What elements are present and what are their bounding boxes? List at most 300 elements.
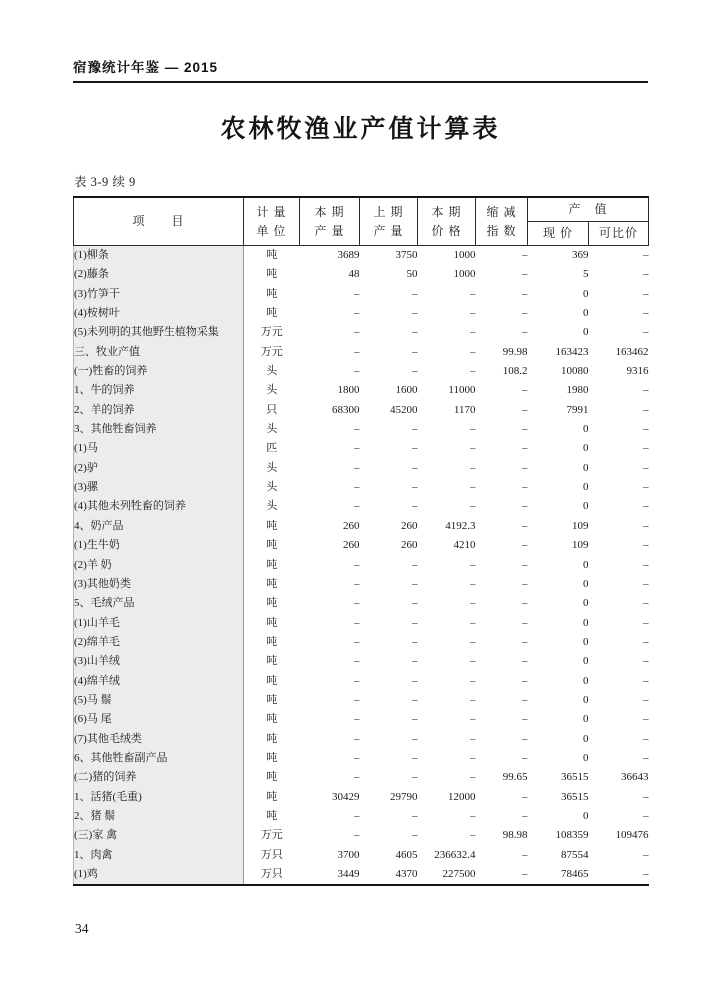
item-cell: (2)绵羊毛 <box>74 633 244 652</box>
deflator-index-cell: – <box>522 693 528 706</box>
deflator-index-cell: – <box>522 848 528 861</box>
item-cell: (4)桉树叶 <box>74 304 244 323</box>
current-value-cell: 108359 <box>555 829 589 842</box>
current-output-cell: 260 <box>343 539 360 552</box>
previous-output-cell: 260 <box>401 519 418 532</box>
item-cell: 1、活猪(毛重) <box>74 788 244 807</box>
table-row <box>74 672 649 691</box>
table-row <box>74 497 649 516</box>
item-cell: (二)猪的饲养 <box>74 768 244 787</box>
deflator-index-cell: – <box>522 790 528 803</box>
previous-output-cell: 29790 <box>390 790 418 803</box>
unit-cell: 万元 <box>260 326 283 339</box>
col-header-deflator-index <box>476 197 528 246</box>
table-row <box>74 517 649 536</box>
table-row <box>74 381 649 400</box>
comparable-value-cell: – <box>643 577 649 590</box>
table-row <box>74 439 649 458</box>
col-header-unit-line2: 单 位 <box>256 223 287 238</box>
table-row <box>74 575 649 594</box>
current-output-cell: 1800 <box>337 384 360 397</box>
unit-cell: 吨 <box>266 519 278 532</box>
previous-output-cell: – <box>412 829 418 842</box>
col-header-item <box>74 197 244 246</box>
page-number: 34 <box>75 921 89 936</box>
deflator-index-cell: – <box>522 539 528 552</box>
item-cell: (3)竹笋干 <box>74 285 244 304</box>
current-price-cell: 4192.3 <box>445 519 476 532</box>
unit-cell: 吨 <box>266 558 278 571</box>
previous-output-cell: – <box>412 461 418 474</box>
current-price-cell: – <box>470 423 476 436</box>
previous-output-cell: – <box>412 693 418 706</box>
comparable-value-cell: – <box>643 500 649 513</box>
current-value-cell: 0 <box>583 597 589 610</box>
table-row <box>74 343 649 362</box>
previous-output-cell: – <box>412 287 418 300</box>
unit-cell: 头 <box>266 500 278 513</box>
deflator-index-cell: – <box>522 442 528 455</box>
comparable-value-cell: – <box>643 809 649 822</box>
current-output-cell: – <box>354 771 360 784</box>
previous-output-cell: – <box>412 751 418 764</box>
current-value-cell: 109 <box>572 539 589 552</box>
deflator-index-cell: – <box>522 500 528 513</box>
table-row <box>74 768 649 787</box>
current-value-cell: 7991 <box>566 403 589 416</box>
current-output-cell: – <box>354 674 360 687</box>
unit-cell: 吨 <box>266 597 278 610</box>
table-row <box>74 246 649 266</box>
current-price-cell: – <box>470 307 476 320</box>
previous-output-cell: 4605 <box>395 848 418 861</box>
current-value-cell: 5 <box>583 268 589 281</box>
item-cell: (1)马 <box>74 439 244 458</box>
comparable-value-cell: – <box>643 442 649 455</box>
current-price-cell: – <box>470 655 476 668</box>
previous-output-cell: – <box>412 365 418 378</box>
current-price-cell: – <box>470 693 476 706</box>
current-output-cell: – <box>354 829 360 842</box>
comparable-value-cell: – <box>643 558 649 571</box>
current-value-cell: 36515 <box>561 790 589 803</box>
unit-cell: 万只 <box>260 848 283 861</box>
item-cell: (2)驴 <box>74 459 244 478</box>
current-price-cell: – <box>470 597 476 610</box>
previous-output-cell: – <box>412 558 418 571</box>
previous-output-cell: – <box>412 635 418 648</box>
current-price-cell: – <box>470 713 476 726</box>
unit-cell: 吨 <box>266 577 278 590</box>
table-number-note: 表 3-9 续 9 <box>74 175 136 189</box>
current-price-cell: – <box>470 500 476 513</box>
deflator-index-cell: – <box>522 384 528 397</box>
item-cell: (三)家 禽 <box>74 826 244 845</box>
table-row <box>74 846 649 865</box>
deflator-index-cell: – <box>522 655 528 668</box>
current-output-cell: – <box>354 423 360 436</box>
table-row <box>74 536 649 555</box>
table-row <box>74 788 649 807</box>
comparable-value-cell: – <box>643 539 649 552</box>
deflator-index-cell: – <box>522 481 528 494</box>
previous-output-cell: – <box>412 597 418 610</box>
current-value-cell: 0 <box>583 423 589 436</box>
col-header-previous-output-line1: 上 期 <box>373 204 404 219</box>
current-price-cell: 12000 <box>448 790 476 803</box>
current-price-cell: – <box>470 635 476 648</box>
current-price-cell: – <box>470 616 476 629</box>
item-cell: (1)山羊毛 <box>74 614 244 633</box>
comparable-value-cell: – <box>643 403 649 416</box>
item-cell: 4、奶产品 <box>74 517 244 536</box>
item-cell: 1、肉禽 <box>74 846 244 865</box>
col-header-comparable-value-label: 可比价 <box>599 226 639 241</box>
unit-cell: 吨 <box>266 771 278 784</box>
col-header-unit-line1: 计 量 <box>256 204 287 219</box>
previous-output-cell: – <box>412 481 418 494</box>
table-row <box>74 265 649 284</box>
item-cell: 1、牛的饲养 <box>74 381 244 400</box>
current-price-cell: – <box>470 442 476 455</box>
comparable-value-cell: – <box>643 616 649 629</box>
current-price-cell: – <box>470 287 476 300</box>
unit-cell: 吨 <box>266 655 278 668</box>
table-row <box>74 556 649 575</box>
previous-output-cell: – <box>412 713 418 726</box>
col-header-current-output-line1: 本 期 <box>314 204 345 219</box>
output-value-table <box>73 196 649 886</box>
current-price-cell: – <box>470 345 476 358</box>
current-output-cell: – <box>354 751 360 764</box>
col-header-item-label: 项 目 <box>132 214 185 229</box>
unit-cell: 吨 <box>266 249 278 261</box>
item-cell: (1)生牛奶 <box>74 536 244 555</box>
current-value-cell: 0 <box>583 287 589 300</box>
comparable-value-cell: 163462 <box>615 345 649 358</box>
comparable-value-cell: 9316 <box>626 365 649 378</box>
item-cell: 6、其他牲畜副产品 <box>74 749 244 768</box>
col-header-previous-output-line2: 产 量 <box>373 223 404 238</box>
current-value-cell: 10080 <box>561 365 589 378</box>
deflator-index-cell: – <box>522 326 528 339</box>
table-row <box>74 304 649 323</box>
unit-cell: 吨 <box>266 307 278 320</box>
previous-output-cell: – <box>412 771 418 784</box>
current-value-cell: 0 <box>583 307 589 320</box>
item-cell: (3)骡 <box>74 478 244 497</box>
current-output-cell: 3700 <box>337 848 360 861</box>
col-header-current-value <box>528 222 589 246</box>
col-header-unit <box>244 197 300 246</box>
current-output-cell: – <box>354 577 360 590</box>
col-header-current-price <box>418 197 476 246</box>
previous-output-cell: 45200 <box>390 403 418 416</box>
current-output-cell: 68300 <box>332 403 360 416</box>
comparable-value-cell: 36643 <box>621 771 649 784</box>
running-head: 宿豫统计年鉴 — 2015 <box>73 56 648 83</box>
deflator-index-cell: – <box>522 461 528 474</box>
deflator-index-cell: 98.98 <box>502 829 528 842</box>
unit-cell: 吨 <box>266 713 278 726</box>
current-output-cell: – <box>354 326 360 339</box>
comparable-value-cell: – <box>643 751 649 764</box>
table-row <box>74 420 649 439</box>
previous-output-cell: – <box>412 423 418 436</box>
col-header-output-value-label: 产 值 <box>568 202 608 217</box>
table-row <box>74 633 649 652</box>
deflator-index-cell: – <box>522 423 528 436</box>
deflator-index-cell: – <box>522 287 528 300</box>
deflator-index-cell: – <box>522 809 528 822</box>
table-row <box>74 710 649 729</box>
unit-cell: 头 <box>266 481 278 494</box>
previous-output-cell: – <box>412 732 418 745</box>
current-output-cell: – <box>354 732 360 745</box>
item-cell: 3、其他牲畜饲养 <box>74 420 244 439</box>
current-output-cell: – <box>354 713 360 726</box>
current-price-cell: – <box>470 751 476 764</box>
current-value-cell: 0 <box>583 577 589 590</box>
current-value-cell: 0 <box>583 616 589 629</box>
comparable-value-cell: – <box>643 307 649 320</box>
current-price-cell: – <box>470 771 476 784</box>
col-header-current-output-line2: 产 量 <box>314 223 345 238</box>
comparable-value-cell: – <box>643 732 649 745</box>
previous-output-cell: – <box>412 307 418 320</box>
previous-output-cell: – <box>412 500 418 513</box>
deflator-index-cell: – <box>522 268 528 281</box>
previous-output-cell: 50 <box>406 268 418 281</box>
item-cell: (2)羊 奶 <box>74 556 244 575</box>
current-value-cell: 0 <box>583 751 589 764</box>
current-output-cell: – <box>354 345 360 358</box>
current-value-cell: 0 <box>583 326 589 339</box>
comparable-value-cell: – <box>643 249 649 261</box>
comparable-value-cell: – <box>643 674 649 687</box>
comparable-value-cell: – <box>643 481 649 494</box>
table-row <box>74 807 649 826</box>
item-cell: (1)鸡 <box>74 865 244 885</box>
current-output-cell: – <box>354 500 360 513</box>
current-price-cell: – <box>470 365 476 378</box>
comparable-value-cell: – <box>643 713 649 726</box>
item-cell: 2、羊的饲养 <box>74 401 244 420</box>
deflator-index-cell: – <box>522 635 528 648</box>
item-cell: 三、牧业产值 <box>74 343 244 362</box>
comparable-value-cell: – <box>643 461 649 474</box>
unit-cell: 万只 <box>260 868 283 880</box>
current-value-cell: 0 <box>583 558 589 571</box>
current-price-cell: – <box>470 809 476 822</box>
table-row <box>74 865 649 885</box>
deflator-index-cell: 99.98 <box>502 345 528 358</box>
col-header-previous-output <box>360 197 418 246</box>
item-cell: (7)其他毛绒类 <box>74 730 244 749</box>
current-value-cell: 0 <box>583 674 589 687</box>
deflator-index-cell: – <box>522 558 528 571</box>
current-price-cell: 4210 <box>453 539 476 552</box>
table-row <box>74 285 649 304</box>
current-value-cell: 0 <box>583 732 589 745</box>
current-value-cell: 0 <box>583 500 589 513</box>
current-value-cell: 163423 <box>555 345 589 358</box>
comparable-value-cell: – <box>643 635 649 648</box>
table-row <box>74 691 649 710</box>
current-value-cell: 0 <box>583 655 589 668</box>
current-output-cell: – <box>354 558 360 571</box>
current-value-cell: 0 <box>583 461 589 474</box>
current-output-cell: – <box>354 442 360 455</box>
current-output-cell: – <box>354 287 360 300</box>
table-row <box>74 594 649 613</box>
item-cell: (5)马 鬃 <box>74 691 244 710</box>
deflator-index-cell: 99.65 <box>502 771 528 784</box>
current-price-cell: 1000 <box>453 249 476 261</box>
unit-cell: 吨 <box>266 616 278 629</box>
unit-cell: 头 <box>266 365 278 378</box>
current-price-cell: – <box>470 461 476 474</box>
unit-cell: 头 <box>266 384 278 397</box>
item-cell: (5)未列明的其他野生植物采集 <box>74 323 244 342</box>
current-output-cell: – <box>354 693 360 706</box>
current-output-cell: – <box>354 365 360 378</box>
current-value-cell: 0 <box>583 713 589 726</box>
current-value-cell: 36515 <box>561 771 589 784</box>
comparable-value-cell: – <box>643 268 649 281</box>
previous-output-cell: – <box>412 809 418 822</box>
current-price-cell: 1000 <box>453 268 476 281</box>
current-value-cell: 0 <box>583 693 589 706</box>
current-price-cell: – <box>470 481 476 494</box>
col-header-deflator-line1: 缩 减 <box>486 204 517 219</box>
previous-output-cell: 4370 <box>395 868 418 880</box>
deflator-index-cell: – <box>522 868 528 880</box>
comparable-value-cell: – <box>643 868 649 880</box>
current-value-cell: 0 <box>583 481 589 494</box>
table-row <box>74 478 649 497</box>
comparable-value-cell: – <box>643 597 649 610</box>
unit-cell: 头 <box>266 461 278 474</box>
current-value-cell: 78465 <box>561 868 589 880</box>
current-price-cell: – <box>470 326 476 339</box>
deflator-index-cell: – <box>522 597 528 610</box>
unit-cell: 头 <box>266 423 278 436</box>
current-output-cell: – <box>354 655 360 668</box>
table-row <box>74 614 649 633</box>
unit-cell: 吨 <box>266 268 278 281</box>
deflator-index-cell: – <box>522 519 528 532</box>
current-price-cell: – <box>470 558 476 571</box>
item-cell: (3)其他奶类 <box>74 575 244 594</box>
previous-output-cell: – <box>412 577 418 590</box>
deflator-index-cell: – <box>522 713 528 726</box>
current-price-cell: – <box>470 732 476 745</box>
item-cell: (1)柳条 <box>74 246 244 266</box>
deflator-index-cell: – <box>522 577 528 590</box>
deflator-index-cell: – <box>522 674 528 687</box>
item-cell: (3)山羊绒 <box>74 652 244 671</box>
current-value-cell: 0 <box>583 442 589 455</box>
previous-output-cell: – <box>412 326 418 339</box>
col-header-comparable-value <box>589 222 649 246</box>
current-output-cell: 3689 <box>337 249 360 261</box>
table-row <box>74 652 649 671</box>
comparable-value-cell: – <box>643 326 649 339</box>
unit-cell: 万元 <box>260 345 283 358</box>
col-header-current-price-line1: 本 期 <box>431 204 462 219</box>
item-cell: 2、猪 鬃 <box>74 807 244 826</box>
col-header-current-value-label: 现 价 <box>542 226 573 241</box>
deflator-index-cell: – <box>522 307 528 320</box>
comparable-value-cell: – <box>643 848 649 861</box>
previous-output-cell: – <box>412 674 418 687</box>
item-cell: (6)马 尾 <box>74 710 244 729</box>
previous-output-cell: – <box>412 345 418 358</box>
table-row <box>74 323 649 342</box>
current-output-cell: 3449 <box>337 868 360 880</box>
current-price-cell: 227500 <box>442 868 476 880</box>
col-header-output-value-group <box>528 197 649 222</box>
current-output-cell: 48 <box>348 268 360 281</box>
current-output-cell: 30429 <box>332 790 360 803</box>
current-value-cell: 0 <box>583 809 589 822</box>
previous-output-cell: 3750 <box>395 249 418 261</box>
unit-cell: 吨 <box>266 539 278 552</box>
unit-cell: 吨 <box>266 732 278 745</box>
previous-output-cell: – <box>412 442 418 455</box>
current-price-cell: 1170 <box>453 403 476 416</box>
comparable-value-cell: – <box>643 287 649 300</box>
col-header-current-price-line2: 价 格 <box>431 223 462 238</box>
col-header-deflator-line2: 指 数 <box>486 223 517 238</box>
current-output-cell: – <box>354 481 360 494</box>
item-cell: (4)绵羊绒 <box>74 672 244 691</box>
unit-cell: 吨 <box>266 790 278 803</box>
deflator-index-cell: – <box>522 616 528 629</box>
unit-cell: 吨 <box>266 635 278 648</box>
item-cell: (2)藤条 <box>74 265 244 284</box>
col-header-current-output <box>300 197 360 246</box>
previous-output-cell: 1600 <box>395 384 418 397</box>
current-output-cell: – <box>354 809 360 822</box>
comparable-value-cell: – <box>643 384 649 397</box>
unit-cell: 吨 <box>266 693 278 706</box>
current-value-cell: 369 <box>572 249 589 261</box>
current-output-cell: – <box>354 616 360 629</box>
unit-cell: 匹 <box>266 442 278 455</box>
current-price-cell: – <box>470 674 476 687</box>
current-output-cell: 260 <box>343 519 360 532</box>
comparable-value-cell: – <box>643 693 649 706</box>
table-row <box>74 749 649 768</box>
table-row <box>74 362 649 381</box>
current-price-cell: – <box>470 829 476 842</box>
item-cell: 5、毛绒产品 <box>74 594 244 613</box>
table-row <box>74 401 649 420</box>
deflator-index-cell: – <box>522 249 528 261</box>
unit-cell: 只 <box>266 403 278 416</box>
comparable-value-cell: – <box>643 519 649 532</box>
table-row <box>74 459 649 478</box>
current-output-cell: – <box>354 307 360 320</box>
unit-cell: 吨 <box>266 751 278 764</box>
item-cell: (4)其他未列牲畜的饲养 <box>74 497 244 516</box>
unit-cell: 吨 <box>266 809 278 822</box>
item-cell: (一)牲畜的饲养 <box>74 362 244 381</box>
previous-output-cell: – <box>412 616 418 629</box>
unit-cell: 万元 <box>260 829 283 842</box>
